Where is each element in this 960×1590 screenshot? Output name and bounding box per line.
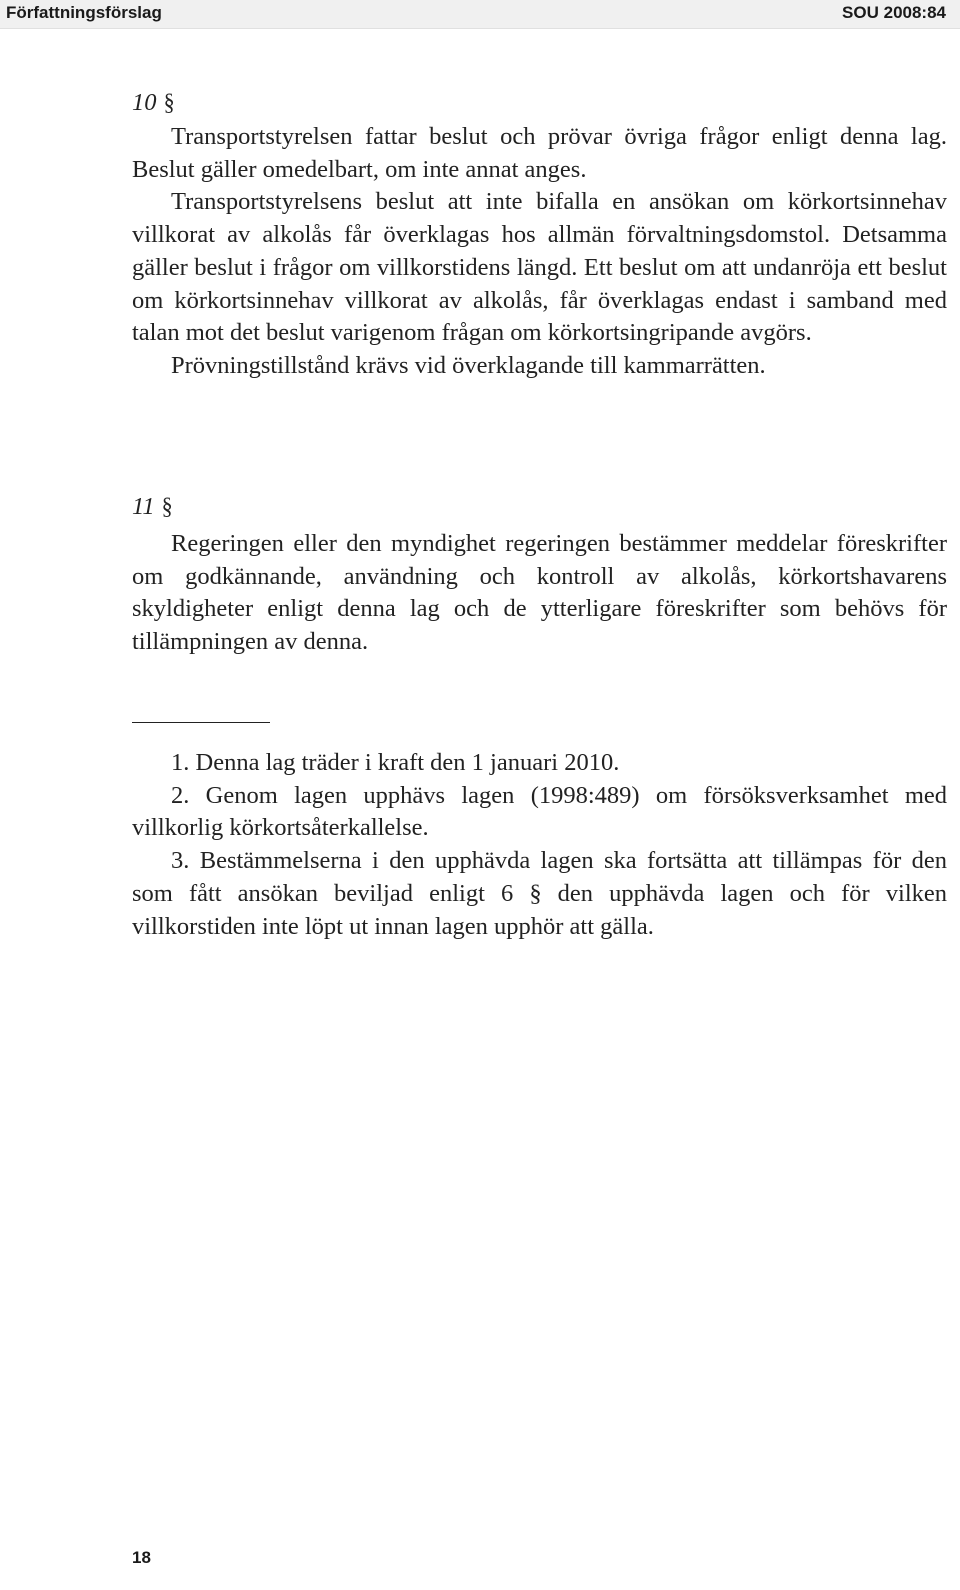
transitional-item: 3. Bestämmelserna i den upphävda lagen ska fortsätta att tillämpas för den som fått ansökan beviljad enligt 6 § den upphävda lagen och för vilken villkorstiden inte löpt ut innan lagen upphör att gälla.	[132, 847, 947, 940]
paragraph: Transportstyrelsen fattar beslut och prövar övriga frågor enligt denna lag. Beslut gäller omedelbart, om inte annat anges.	[132, 123, 947, 183]
transitional-item: 1. Denna lag träder i kraft den 1 januari 2010.	[171, 749, 620, 776]
paragraph: Transportstyrelsens beslut att inte bifalla en ansökan om körkortsinnehav villkorat av alkolås får överklagas hos allmän förvaltningsdomstol. Detsamma gäller beslut i frågor om villkorstidens längd. Ett beslut om att undanröja ett beslut om körkortsinnehav villkorat av alkolås, får överklagas endast i samband med talan mot det beslut varigenom frågan om körkortsingripande avgörs.	[132, 188, 947, 347]
paragraph: Regeringen eller den myndighet regeringen bestämmer meddelar föreskrifter om godkännande, användning och kontroll av alkolås, körkortshavarens skyldigheter enligt denna lag och de ytterligare föreskrifter som behövs för tillämpningen av denna.	[132, 530, 947, 656]
paragraph: Prövningstillstånd krävs vid överklagande till kammarrätten.	[171, 351, 766, 379]
transitional-provisions	[132, 747, 947, 943]
section-10-heading	[132, 87, 175, 120]
transitional-item: 2. Genom lagen upphävs lagen (1998:489) om försöksverksamhet med villkorlig körkortsåterkallelse.	[132, 781, 947, 842]
header-report-id: SOU 2008:84	[842, 3, 946, 22]
header-section-title: Författningsförslag	[6, 3, 162, 22]
section-symbol-icon: §	[161, 493, 173, 520]
section-number: 11	[132, 493, 155, 520]
page-number: 18	[132, 1548, 151, 1567]
section-number: 10	[132, 89, 157, 116]
section-11-body	[132, 528, 947, 659]
section-11-heading	[132, 491, 173, 524]
running-header	[0, 0, 960, 29]
section-10-body	[132, 121, 947, 383]
section-symbol-icon: §	[163, 89, 175, 116]
separator-rule	[132, 722, 270, 723]
